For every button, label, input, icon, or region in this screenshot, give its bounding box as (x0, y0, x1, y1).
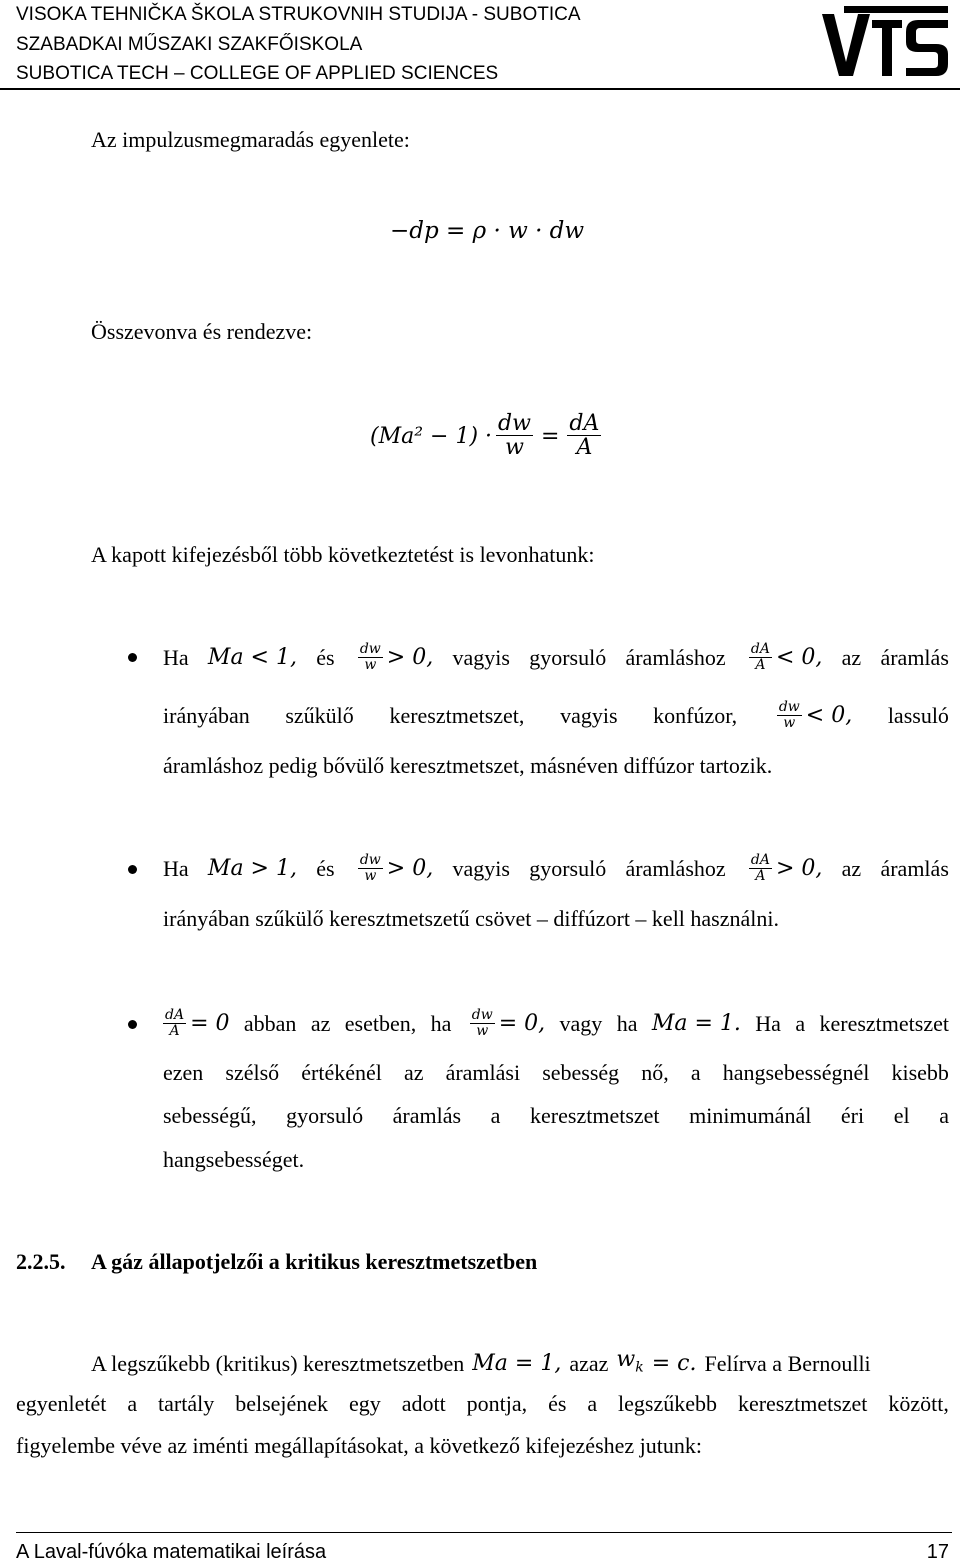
equation-rearranged (370, 412, 605, 460)
word: áramláshoz (625, 856, 726, 881)
word: el (893, 1103, 910, 1128)
eq2-frac1-den: w (505, 435, 524, 461)
text-run: A legszűkebb (kritikus) keresztmetszetben (91, 1350, 465, 1376)
word: nő, (641, 1060, 669, 1085)
word: és (548, 1391, 567, 1416)
paragraph-4-line-1 (91, 1345, 871, 1382)
vts-logo (820, 6, 952, 82)
eq2-fraction-2 (567, 412, 601, 460)
word: ezen (163, 1060, 204, 1085)
header-rule (0, 88, 960, 90)
equation-momentum: −dp = ρ · w · dw (390, 218, 585, 244)
word: az (310, 1011, 331, 1036)
frac-da-a (163, 1008, 186, 1039)
eq2-frac1-num: dw (498, 411, 531, 436)
frac-dw-w (358, 642, 383, 673)
word: gyorsuló (286, 1103, 364, 1128)
frac-den: w (364, 868, 377, 885)
header-line-1: VISOKA TEHNIČKA ŠKOLA STRUKOVNIH STUDIJA - SUBOTICA (16, 4, 581, 25)
word: ha (616, 1011, 638, 1036)
bullet-1-line-1 (163, 640, 949, 676)
math-w: w (616, 1347, 636, 1372)
word: sebesség (542, 1060, 620, 1085)
frac-den: w (364, 657, 377, 674)
word: a (490, 1103, 501, 1128)
frac-group (354, 642, 433, 673)
word: a (939, 1103, 949, 1128)
frac-dw-w (470, 1008, 495, 1039)
frac-den: A (169, 1023, 180, 1040)
paragraph-1: Az impulzusmegmaradás egyenlete: (91, 127, 410, 152)
frac-dw-w (358, 853, 383, 884)
math-gt-0: > 0, (386, 644, 434, 670)
word: a (690, 1060, 701, 1085)
frac-dw-w (777, 700, 802, 731)
frac-da-a (749, 853, 772, 884)
header-line-3: SUBOTICA TECH – COLLEGE OF APPLIED SCIENCES (16, 63, 499, 84)
paragraph-4-line-2 (16, 1389, 949, 1419)
word: Ha (163, 856, 189, 881)
word: sebességű, (163, 1103, 257, 1128)
math-lt-0: < 0, (775, 644, 823, 670)
header-line-2: SZABADKAI MŰSZAKI SZAKFŐISKOLA (16, 34, 363, 55)
text-run: azaz (569, 1350, 609, 1376)
word: kisebb (891, 1060, 949, 1085)
word: belsejének (235, 1391, 329, 1416)
word: Ha (755, 1011, 781, 1036)
paragraph-3: A kapott kifejezésből több következtetést is levonhatunk: (91, 542, 595, 567)
word: szélső (225, 1060, 280, 1085)
footer-title: A Laval-fúvóka matematikai leírása (16, 1541, 327, 1563)
word: vagyis (452, 645, 510, 670)
frac-num: dA (750, 852, 770, 869)
word: gyorsuló (529, 645, 607, 670)
math-lt-0: < 0, (805, 702, 853, 728)
paragraph-2: Összevonva és rendezve: (91, 319, 313, 344)
word: gyorsuló (529, 856, 607, 881)
section-number: 2.2.5. (16, 1249, 66, 1274)
word: az (841, 645, 862, 670)
frac-group (773, 700, 852, 731)
word: tartály (158, 1391, 215, 1416)
word: szűkülő (285, 703, 354, 728)
bullet-3-line-4: hangsebességet. (163, 1147, 305, 1172)
word: áramlás (880, 856, 949, 881)
bullet-1-marker (128, 653, 137, 662)
frac-group (354, 853, 433, 884)
word: keresztmetszet (530, 1103, 660, 1128)
frac-den: w (783, 715, 796, 732)
word: adott (401, 1391, 446, 1416)
text-run: Felírva a Bernoulli (704, 1350, 871, 1376)
math-subscript-k: k (635, 1359, 644, 1376)
section-title: A gáz állapotjelzői a kritikus keresztmetszetben (91, 1249, 538, 1274)
word: áramláshoz (625, 645, 726, 670)
word: éri (840, 1103, 865, 1128)
word: az (841, 856, 862, 881)
frac-den: A (755, 868, 766, 885)
frac-num: dw (359, 852, 381, 869)
word: esetben, (344, 1011, 417, 1036)
word: és (316, 856, 335, 881)
eq2-fraction-1 (496, 412, 533, 460)
math-eq-0: = 0, (498, 1010, 546, 1036)
bullet-1-line-3: áramláshoz pedig bővülő keresztmetszet, másnéven diffúzor tartozik. (163, 753, 773, 778)
word: és (316, 645, 335, 670)
math-ma-eq-1: Ma = 1, (472, 1350, 562, 1376)
word: a (795, 1011, 806, 1036)
math-wk (616, 1345, 643, 1382)
math-eq-0: = 0 (190, 1010, 230, 1036)
word: irányában (163, 703, 250, 728)
eq2-frac2-den: A (576, 435, 593, 461)
word: áramlás (880, 645, 949, 670)
frac-num: dw (359, 641, 381, 658)
bullet-2-marker (128, 865, 137, 874)
math-eq-c: = c. (651, 1350, 697, 1376)
page-number: 17 (926, 1541, 949, 1563)
word: lassuló (887, 703, 949, 728)
math-ma-lt-1: Ma < 1, (207, 645, 297, 670)
bullet-3-line-2 (163, 1058, 949, 1088)
word: minimumánál (689, 1103, 812, 1128)
frac-den: w (476, 1023, 489, 1040)
word: a (127, 1391, 138, 1416)
word: keresztmetszet, (389, 703, 525, 728)
eq2-equals: = (540, 423, 560, 449)
word: egy (348, 1391, 381, 1416)
bullet-3-marker (128, 1020, 137, 1029)
word: áramlási (445, 1060, 521, 1085)
word: abban (243, 1011, 297, 1036)
eq2-left: (Ma² − 1) · (370, 423, 493, 449)
bullet-2-line-1 (163, 851, 949, 887)
word: áramlás (392, 1103, 462, 1128)
word: egyenletét (16, 1391, 107, 1416)
word: vagy (559, 1011, 603, 1036)
footer-rule (16, 1532, 952, 1533)
word: keresztmetszet (819, 1011, 949, 1036)
bullet-3-line-1 (163, 1006, 949, 1042)
frac-group (163, 1008, 230, 1039)
paragraph-4-line-3: figyelembe véve az iménti megállapításokat, a következő kifejezéshez jutunk: (16, 1433, 702, 1458)
word: Ha (163, 645, 189, 670)
frac-group (466, 1008, 545, 1039)
word: értékénél (301, 1060, 382, 1085)
word: pontja, (466, 1391, 528, 1416)
word: az (403, 1060, 424, 1085)
word: vagyis (560, 703, 618, 728)
frac-den: A (755, 657, 766, 674)
math-ma-gt-1: Ma > 1, (207, 856, 297, 881)
math-gt-0: > 0, (775, 855, 823, 881)
bullet-1-line-2 (163, 698, 949, 734)
frac-group (745, 642, 823, 673)
frac-group (745, 853, 823, 884)
eq2-frac2-num: dA (569, 411, 600, 436)
word: vagyis (452, 856, 510, 881)
word: keresztmetszet (737, 1391, 868, 1416)
frac-num: dA (165, 1007, 185, 1024)
word: hangsebességnél (722, 1060, 870, 1085)
page-header (0, 0, 960, 88)
math-gt-0: > 0, (386, 855, 434, 881)
frac-num: dw (778, 699, 800, 716)
word: között, (888, 1391, 949, 1416)
frac-da-a (749, 642, 772, 673)
math-ma-eq-1: Ma = 1. (651, 1011, 741, 1036)
bullet-2-line-2: irányában szűkülő keresztmetszetű csövet – diffúzort – kell használni. (163, 906, 779, 931)
frac-num: dA (750, 641, 770, 658)
word: legszűkebb (618, 1391, 717, 1416)
bullet-3-line-3 (163, 1101, 949, 1131)
word: a (587, 1391, 598, 1416)
frac-num: dw (471, 1007, 493, 1024)
word: konfúzor, (653, 703, 738, 728)
word: ha (430, 1011, 452, 1036)
